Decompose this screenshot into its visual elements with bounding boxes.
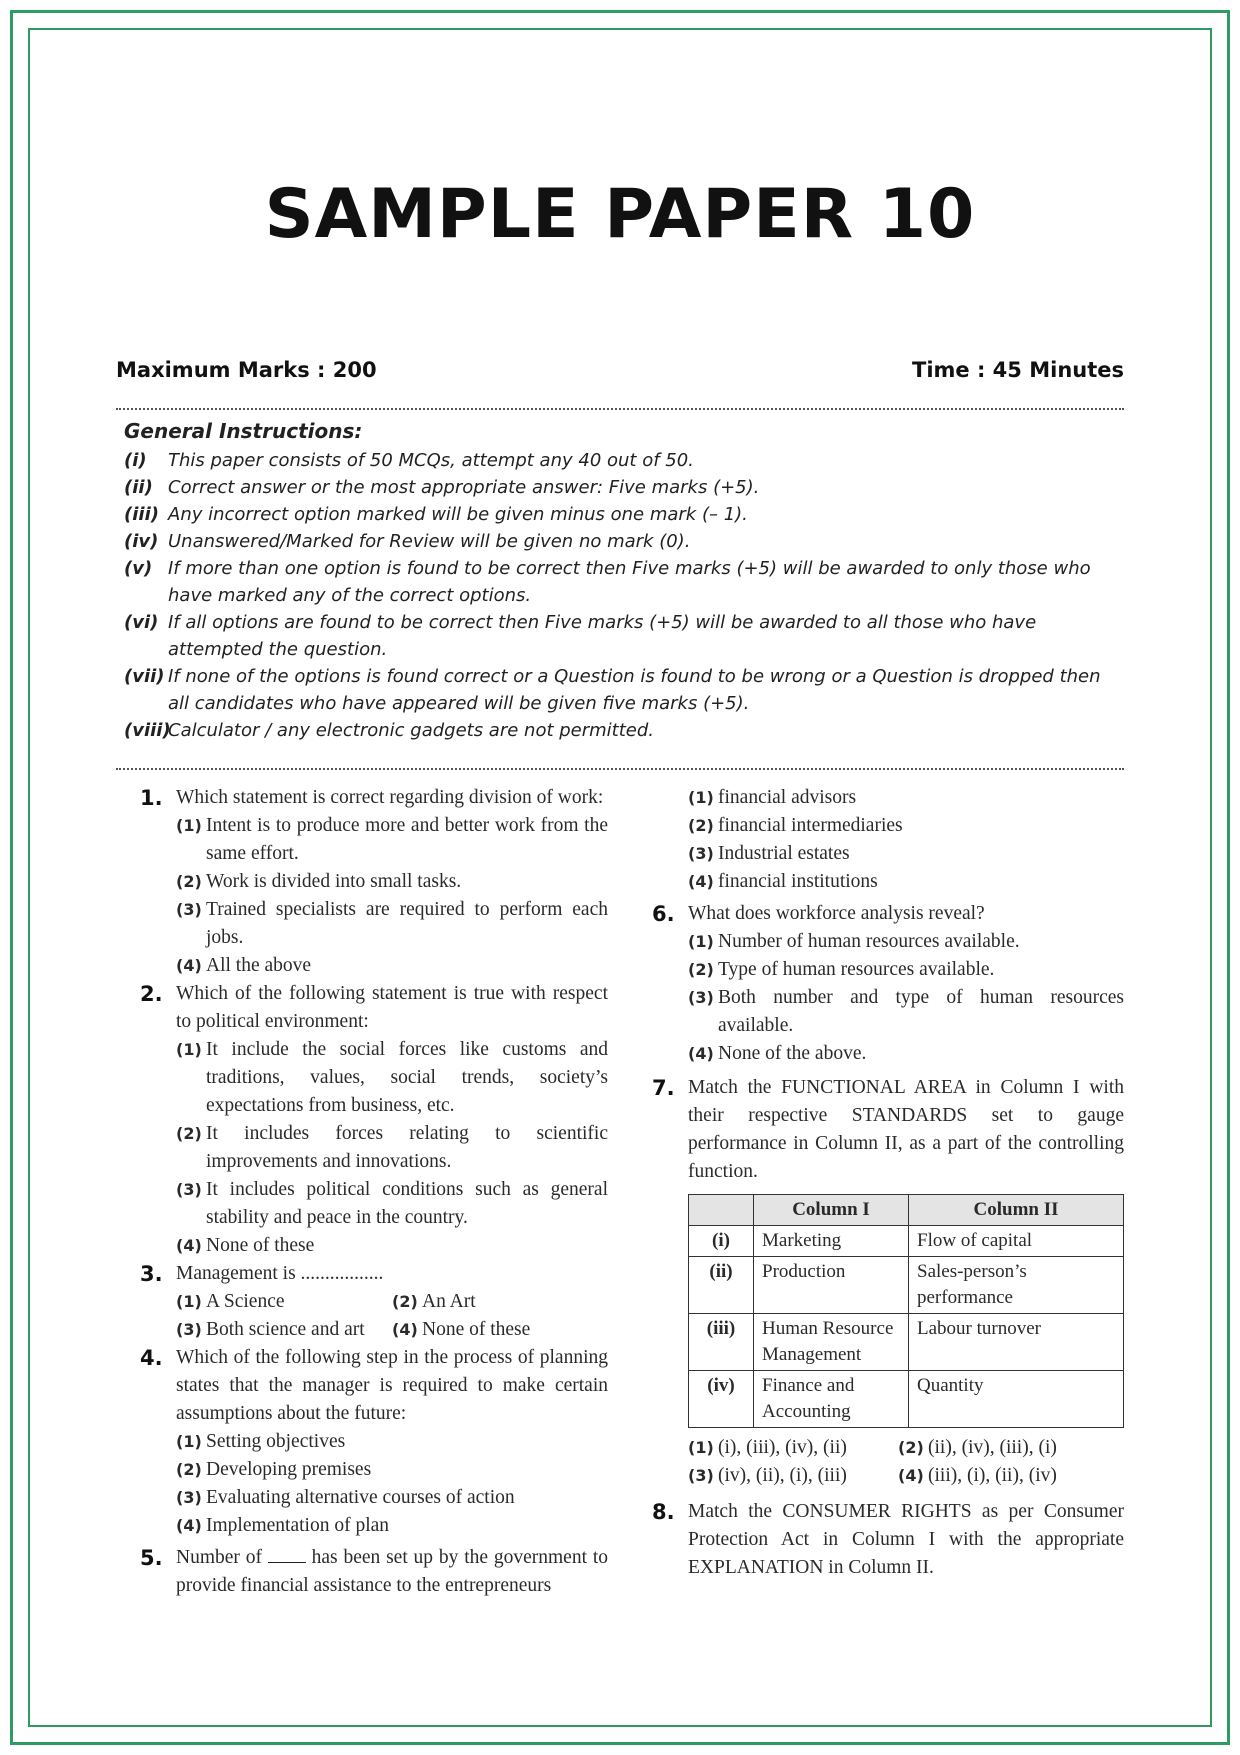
option: (2) It includes forces relating to scientific improvements and innovations. (176, 1123, 608, 1172)
instructions-heading: General Instructions: (124, 419, 363, 443)
option: (3) Both science and art (176, 1319, 365, 1340)
option: (1) Intent is to produce more and better work from the same effort. (176, 815, 608, 864)
question-number: 8. (652, 1500, 675, 1524)
questions-right-column (652, 784, 1124, 1582)
dotted-divider-bottom (116, 768, 1124, 770)
option: (3) Evaluating alternative courses of action (176, 1487, 515, 1508)
question-text: Which statement is correct regarding division of work: (176, 787, 604, 808)
option: (3) Industrial estates (688, 843, 850, 864)
question-text: Which of the following statement is true with respect to political environment: (176, 983, 608, 1032)
answer-blank (268, 1546, 306, 1563)
question-number: 3. (140, 1262, 163, 1286)
question-1 (140, 784, 608, 980)
page-title: SAMPLE PAPER 10 (264, 175, 976, 254)
question-number: 6. (652, 902, 675, 926)
question-text: Match the CONSUMER RIGHTS as per Consumer Protection Act in Column I with the appropriate EXPLANATION in Column II. (688, 1501, 1124, 1578)
option: (3) (iv), (ii), (i), (iii) (688, 1465, 847, 1486)
option: (2) Type of human resources available. (688, 959, 995, 980)
option: (2) financial intermediaries (688, 815, 903, 836)
option: (3) Both number and type of human resources available. (688, 987, 1124, 1036)
option: (1) A Science (176, 1291, 285, 1312)
question-4 (140, 1344, 608, 1540)
table-row: (ii) Production Sales-person’s performance (689, 1257, 1124, 1314)
question-text: What does workforce analysis reveal? (688, 903, 985, 924)
instruction-item: (viii) Calculator / any electronic gadgets are not permitted. (124, 720, 655, 741)
option: (4) All the above (176, 955, 312, 976)
option: (2) (ii), (iv), (iii), (i) (898, 1437, 1057, 1458)
instruction-item: (iv) Unanswered/Marked for Review will be given no mark (0). (124, 531, 691, 552)
question-number: 4. (140, 1346, 163, 1370)
question-2 (140, 980, 608, 1260)
question-5-options (658, 784, 1124, 896)
question-text: Match the FUNCTIONAL AREA in Column I with their respective STANDARDS set to gauge performance in Column II, as a part of the controlling function. (688, 1077, 1124, 1182)
option-row (176, 1288, 608, 1316)
instruction-item: (vii) If none of the options is found correct or a Question is found to be wrong or a Question is dropped then all candidates who have appeared will be given five marks (+5). (124, 666, 1101, 714)
option: (2) Developing premises (176, 1459, 372, 1480)
instruction-item: (iii) Any incorrect option marked will be given minus one mark (– 1). (124, 504, 748, 525)
option: (4) financial institutions (688, 871, 878, 892)
option: (2) Work is divided into small tasks. (176, 871, 462, 892)
question-number: 5. (140, 1546, 163, 1570)
question-text: Which of the following step in the process of planning states that the manager is required to make certain assumptions about the future: (176, 1347, 608, 1424)
table-row: (iv) Finance and Accounting Quantity (689, 1371, 1124, 1428)
question-8 (652, 1498, 1124, 1582)
option: (4) None of these (176, 1235, 315, 1256)
question-number: 2. (140, 982, 163, 1006)
option: (3) Trained specialists are required to perform each jobs. (176, 899, 608, 948)
instruction-item: (v) If more than one option is found to be correct then Five marks (+5) will be awarded to only those who have marked any of the correct options. (124, 558, 1091, 606)
option: (4) Implementation of plan (176, 1515, 390, 1536)
option: (1) Number of human resources available. (688, 931, 1020, 952)
option: (1) It include the social forces like customs and traditions, values, social trends, society’s expectations from business, etc. (176, 1039, 608, 1116)
option: (4) (iii), (i), (ii), (iv) (898, 1465, 1057, 1486)
option: (2) An Art (392, 1291, 476, 1312)
question-text: Management is ................. (176, 1263, 384, 1284)
instruction-item: (ii) Correct answer or the most appropriate answer: Five marks (+5). (124, 477, 760, 498)
question-text: Number of has been set up by the government to provide financial assistance to the entrepreneurs (176, 1547, 608, 1596)
option-row (176, 1316, 608, 1344)
option: (1) Setting objectives (176, 1431, 346, 1452)
question-7 (652, 1074, 1124, 1490)
question-6 (652, 900, 1124, 1068)
question-number: 1. (140, 786, 163, 810)
question-5 (140, 1544, 608, 1600)
match-table (688, 1194, 1124, 1428)
dotted-divider-top (116, 408, 1124, 410)
maximum-marks: Maximum Marks : 200 (116, 358, 377, 382)
option: (1) financial advisors (688, 787, 857, 808)
table-header-row: Column I Column II (689, 1195, 1124, 1226)
table-row: (i) Marketing Flow of capital (689, 1226, 1124, 1257)
option: (3) It includes political conditions such as general stability and peace in the country. (176, 1179, 608, 1228)
question-3 (140, 1260, 608, 1344)
questions-left-column (140, 784, 608, 1600)
instruction-item: (i) This paper consists of 50 MCQs, attempt any 40 out of 50. (124, 450, 694, 471)
question-number: 7. (652, 1076, 675, 1100)
table-row: (iii) Human Resource Management Labour turnover (689, 1314, 1124, 1371)
option: (4) None of the above. (688, 1043, 867, 1064)
instruction-item: (vi) If all options are found to be correct then Five marks (+5) will be awarded to all those who have attempted the question. (124, 612, 1037, 660)
answer-options (688, 1434, 1124, 1490)
general-instructions (124, 418, 1124, 744)
time-limit: Time : 45 Minutes (912, 358, 1124, 382)
option: (4) None of these (392, 1319, 531, 1340)
option: (1) (i), (iii), (iv), (ii) (688, 1437, 847, 1458)
